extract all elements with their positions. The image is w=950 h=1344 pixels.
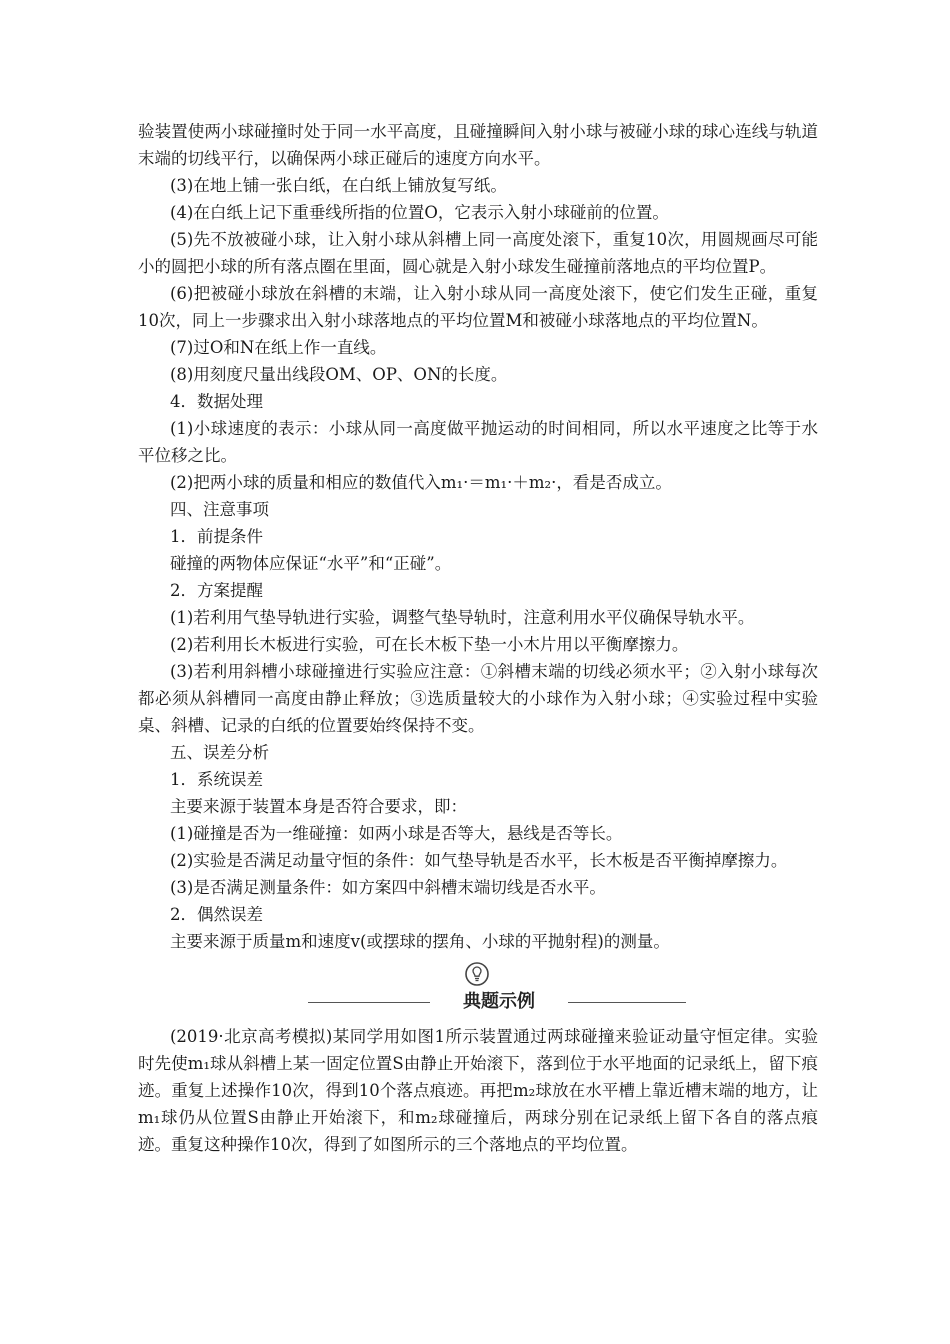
systematic-error-3: (3)是否满足测量条件：如方案四中斜槽末端切线是否水平。 — [170, 878, 606, 897]
document-page — [138, 118, 818, 1158]
example-problem-text: (2019·北京高考模拟)某同学用如图1所示装置通过两球碰撞来验证动量守恒定律。实验时先使m₁球从斜槽上某一固定位置S由静止开始滚下，落到位于水平地面的记录纸上，留下痕迹。重复上述操作10次，得到10个落点痕迹。再把m₂球放在水平槽上靠近槽末端的地方，让m₁球仍从位置S由静止开始滚下，和m₂球碰撞后，两球分别在记录纸上留下各自的落点痕迹。重复这种操作10次，得到了如图所示的三个落地点的平均位置。 — [138, 1027, 818, 1154]
heading-systematic-error: 1．系统误差 — [170, 770, 263, 789]
reminder-2: (2)若利用长木板进行实验，可在长木板下垫一小木片用以平衡摩擦力。 — [170, 635, 689, 654]
step-8: (8)用刻度尺量出线段OM、OP、ON的长度。 — [170, 365, 508, 384]
systematic-error-2: (2)实验是否满足动量守恒的条件：如气垫导轨是否水平，长木板是否平衡掉摩擦力。 — [170, 851, 788, 870]
step-4: (4)在白纸上记下重垂线所指的位置O，它表示入射小球碰前的位置。 — [170, 203, 669, 222]
divider-left — [308, 1002, 430, 1003]
heading-data-processing: 4．数据处理 — [170, 392, 263, 411]
step-7: (7)过O和N在纸上作一直线。 — [170, 338, 387, 357]
paragraph-continuation: 验装置使两小球碰撞时处于同一水平高度，且碰撞瞬间入射小球与被碰小球的球心连线与轨道末端的切线平行，以确保两小球正碰后的速度方向水平。 — [138, 122, 818, 168]
divider-right — [568, 1002, 686, 1003]
systematic-error-intro: 主要来源于装置本身是否符合要求，即： — [170, 797, 467, 816]
data-item-1: (1)小球速度的表示：小球从同一高度做平抛运动的时间相同，所以水平速度之比等于水平位移之比。 — [138, 419, 818, 465]
step-3: (3)在地上铺一张白纸，在白纸上铺放复写纸。 — [170, 176, 507, 195]
section-title: 典题示例 — [463, 991, 535, 1012]
reminder-1: (1)若利用气垫导轨进行实验，调整气垫导轨时，注意利用水平仪确保导轨水平。 — [170, 608, 755, 627]
heading-random-error: 2．偶然误差 — [170, 905, 263, 924]
heading-precautions: 四、注意事项 — [170, 500, 269, 519]
random-error-text: 主要来源于质量m和速度v(或摆球的摆角、小球的平抛射程)的测量。 — [170, 932, 670, 951]
section-header-examples — [138, 961, 818, 1021]
step-6: (6)把被碰小球放在斜槽的末端，让入射小球从同一高度处滚下，使它们发生正碰，重复10次，同上一步骤求出入射小球落地点的平均位置M和被碰小球落地点的平均位置N。 — [138, 284, 818, 330]
heading-prerequisite: 1．前提条件 — [170, 527, 263, 546]
systematic-error-1: (1)碰撞是否为一维碰撞：如两小球是否等大，悬线是否等长。 — [170, 824, 623, 843]
prerequisite-text: 碰撞的两物体应保证“水平”和“正碰”。 — [170, 554, 452, 573]
data-item-2: (2)把两小球的质量和相应的数值代入m₁·＝m₁·＋m₂·，看是否成立。 — [170, 473, 672, 492]
reminder-3: (3)若利用斜槽小球碰撞进行实验应注意：①斜槽末端的切线必须水平；②入射小球每次都必须从斜槽同一高度由静止释放；③选质量较大的小球作为入射小球；④实验过程中实验桌、斜槽、记录的白纸的位置要始终保持不变。 — [138, 662, 818, 735]
bulb-icon — [464, 961, 490, 987]
step-5: (5)先不放被碰小球，让入射小球从斜槽上同一高度处滚下，重复10次，用圆规画尽可能小的圆把小球的所有落点圈在里面，圆心就是入射小球发生碰撞前落地点的平均位置P。 — [138, 230, 818, 276]
heading-scheme-reminder: 2．方案提醒 — [170, 581, 263, 600]
heading-error-analysis: 五、误差分析 — [170, 743, 269, 762]
